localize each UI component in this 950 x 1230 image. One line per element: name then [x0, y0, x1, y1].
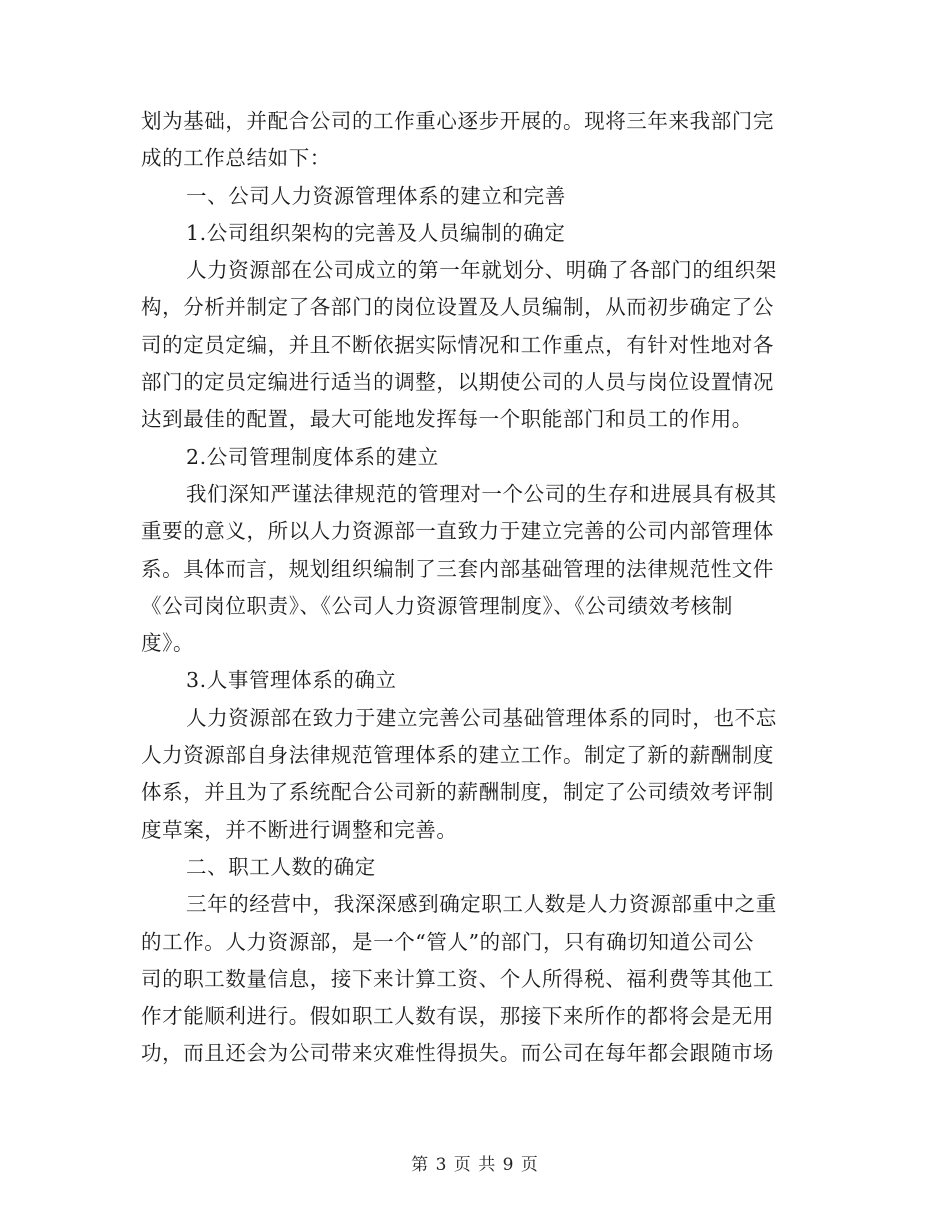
- paragraph-line: 作才能顺利进行。假如职工人数有误，那接下来所作的都将会是无用: [141, 1004, 774, 1029]
- section-heading: 一、公司人力资源管理体系的建立和完善: [186, 183, 566, 208]
- subsection-heading: 3.人事管理体系的确立: [186, 668, 397, 693]
- paragraph-line: 体系，并且为了系统配合公司新的薪酬制度，制定了公司绩效考评制: [141, 780, 774, 805]
- paragraph-line: 司的职工数量信息，接下来计算工资、个人所得税、福利费等其他工: [141, 966, 774, 991]
- paragraph-line: 度草案，并不断进行调整和完善。: [141, 817, 458, 842]
- section-heading: 二、职工人数的确定: [186, 854, 376, 879]
- paragraph-line: 我们深知严谨法律规范的管理对一个公司的生存和进展具有极其: [186, 481, 777, 506]
- subsection-heading: 2.公司管理制度体系的建立: [186, 444, 439, 469]
- paragraph-line: 人力资源部在致力于建立完善公司基础管理体系的同时，也不忘: [186, 705, 777, 730]
- paragraph-line: 人力资源部在公司成立的第一年就划分、明确了各部门的组织架: [186, 258, 777, 283]
- paragraph-line: 度》。: [141, 631, 195, 656]
- paragraph-line: 功，而且还会为公司带来灾难性得损失。而公司在每年都会跟随市场: [141, 1041, 774, 1066]
- document-body: [141, 103, 801, 1073]
- paragraph-line: 构，分析并制定了各部门的岗位设置及人员编制，从而初步确定了公: [141, 295, 774, 320]
- paragraph-line: 三年的经营中，我深深感到确定职工人数是人力资源部重中之重: [186, 892, 777, 917]
- paragraph-line: 司的定员定编，并且不断依据实际情况和工作重点，有针对性地对各: [141, 332, 774, 357]
- paragraph-line: 成的工作总结如下：: [141, 146, 331, 171]
- paragraph-line: 部门的定员定编进行适当的调整，以期使公司的人员与岗位设置情况: [141, 370, 774, 395]
- paragraph-line: 《公司岗位职责》、《公司人力资源管理制度》、《公司绩效考核制: [141, 593, 733, 618]
- paragraph-line: 系。具体而言，规划组织编制了三套内部基础管理的法律规范性文件: [141, 556, 774, 581]
- paragraph-line: 达到最佳的配置，最大可能地发挥每一个职能部门和员工的作用。: [141, 407, 753, 432]
- subsection-heading: 1.公司组织架构的完善及人员编制的确定: [186, 220, 566, 245]
- paragraph-line: 划为基础，并配合公司的工作重心逐步开展的。现将三年来我部门完: [141, 109, 774, 133]
- paragraph-line: 重要的意义，所以人力资源部一直致力于建立完善的公司内部管理体: [141, 519, 774, 544]
- page-number-footer: 第 3 页 共 9 页: [411, 1155, 539, 1175]
- paragraph-line: 的工作。人力资源部，是一个“管人”的部门，只有确切知道公司公: [141, 929, 754, 954]
- paragraph-line: 人力资源部自身法律规范管理体系的建立工作。制定了新的薪酬制度: [141, 743, 774, 768]
